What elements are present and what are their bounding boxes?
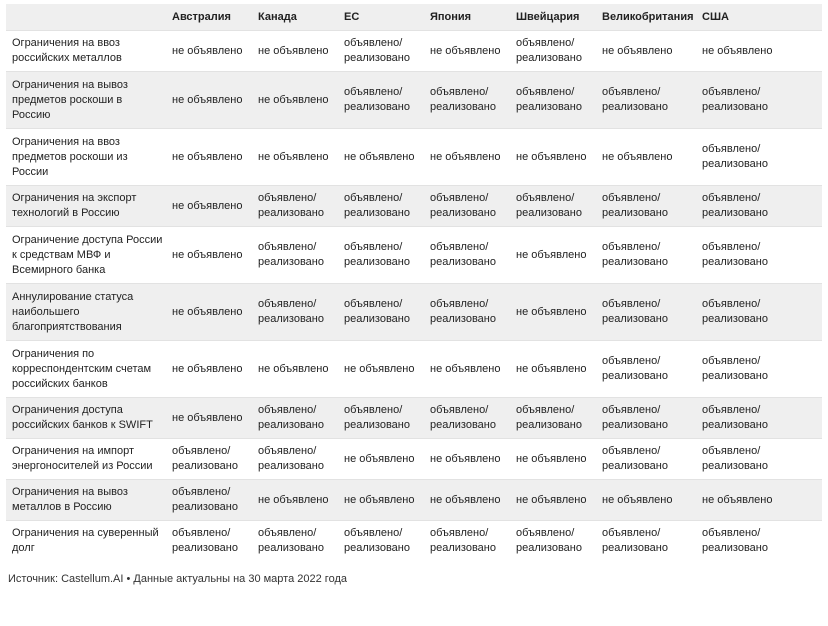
sanctions-table	[6, 4, 822, 562]
status-cell: объявлено/ реализовано	[702, 86, 768, 113]
table-row	[6, 31, 822, 72]
status-cell: объявлено/ реализовано	[344, 86, 410, 113]
status-cell: объявлено/ реализовано	[258, 445, 324, 472]
status-cell: объявлено/ реализовано	[430, 404, 496, 431]
status-cell: не объявлено	[430, 44, 501, 57]
status-cell: объявлено/ реализовано	[702, 527, 768, 555]
status-cell: объявлено/ реализовано	[344, 192, 410, 219]
status-cell: объявлено/ реализовано	[258, 192, 324, 219]
status-cell: не объявлено	[172, 248, 243, 261]
status-cell: не объявлено	[430, 493, 501, 506]
status-cell: не объявлено	[258, 493, 329, 506]
row-label: Ограничения на вывоз металлов в Россию	[12, 486, 128, 513]
status-cell: не объявлено	[430, 150, 501, 163]
row-label: Ограничения на суверенный долг	[12, 527, 159, 555]
column-header-japan: Япония	[430, 10, 472, 23]
column-header-uk: Великобритания	[602, 10, 694, 23]
status-cell: не объявлено	[430, 362, 501, 375]
status-cell: объявлено/ реализовано	[344, 527, 410, 555]
table-row	[6, 439, 822, 480]
status-cell: не объявлено	[602, 150, 673, 163]
status-cell: объявлено/ реализовано	[702, 298, 768, 325]
status-cell: не объявлено	[258, 93, 329, 106]
status-cell: объявлено/ реализовано	[602, 241, 668, 268]
status-cell: объявлено/ реализовано	[602, 355, 668, 382]
column-header	[6, 4, 167, 31]
row-label: Ограничения на экспорт технологий в Россию	[12, 192, 137, 219]
status-cell: не объявлено	[516, 452, 587, 465]
status-cell: объявлено/ реализовано	[430, 86, 496, 113]
status-cell: объявлено/ реализовано	[172, 486, 238, 513]
status-cell: не объявлено	[172, 44, 243, 57]
status-cell: объявлено/ реализовано	[258, 298, 324, 325]
row-label: Ограничения по корреспондентским счетам российских банков	[12, 347, 152, 390]
status-cell: не объявлено	[172, 411, 243, 424]
row-label: Ограничения доступа российских банков к SWIFT	[12, 404, 153, 431]
status-cell: не объявлено	[516, 248, 587, 261]
status-cell: не объявлено	[702, 493, 773, 506]
status-cell: объявлено/ реализовано	[258, 404, 324, 431]
table-row	[6, 129, 822, 186]
status-cell: не объявлено	[602, 44, 673, 57]
status-cell: не объявлено	[516, 305, 587, 318]
status-cell: объявлено/ реализовано	[516, 37, 582, 64]
status-cell: не объявлено	[702, 44, 773, 57]
status-cell: объявлено/ реализовано	[430, 298, 496, 325]
row-label: Ограничения на импорт энергоносителей из России	[12, 445, 153, 472]
status-cell: не объявлено	[516, 362, 587, 375]
status-cell: не объявлено	[344, 362, 415, 375]
table-row	[6, 227, 822, 284]
status-cell: не объявлено	[258, 44, 329, 57]
status-cell: объявлено/ реализовано	[430, 527, 496, 555]
status-cell: объявлено/ реализовано	[602, 298, 668, 325]
status-cell: не объявлено	[172, 93, 243, 106]
row-label: Ограничения на ввоз предметов роскоши из России	[12, 135, 128, 178]
table-row	[6, 186, 822, 227]
status-cell: объявлено/ реализовано	[702, 445, 768, 472]
source-note: Источник: Castellum.AI • Данные актуальны на 30 марта 2022 года	[8, 573, 347, 585]
status-cell: объявлено/ реализовано	[516, 192, 582, 219]
status-cell: не объявлено	[172, 199, 243, 212]
status-cell: не объявлено	[344, 452, 415, 465]
status-cell: не объявлено	[516, 150, 587, 163]
row-label: Ограничение доступа России к средствам МВФ и Всемирного банка	[12, 233, 163, 276]
status-cell: объявлено/ реализовано	[602, 527, 668, 555]
table-row	[6, 521, 822, 562]
table-row	[6, 398, 822, 439]
column-header-eu: ЕС	[344, 10, 360, 23]
table-row	[6, 284, 822, 341]
status-cell: объявлено/ реализовано	[602, 86, 668, 113]
row-label: Ограничения на вывоз предметов роскоши в Россию	[12, 78, 128, 121]
row-label: Ограничения на ввоз российских металлов	[12, 37, 122, 64]
status-cell: объявлено/ реализовано	[516, 527, 582, 555]
table-body	[6, 31, 822, 562]
table-row	[6, 480, 822, 521]
status-cell: не объявлено	[430, 452, 501, 465]
status-cell: не объявлено	[344, 493, 415, 506]
status-cell: не объявлено	[258, 362, 329, 375]
status-cell: объявлено/ реализовано	[702, 404, 768, 431]
status-cell: не объявлено	[516, 493, 587, 506]
column-header-australia: Австралия	[172, 10, 231, 23]
column-header-usa: США	[702, 10, 729, 23]
status-cell: объявлено/ реализовано	[172, 527, 238, 555]
table-row	[6, 341, 822, 398]
status-cell: не объявлено	[172, 150, 243, 163]
status-cell: объявлено/ реализовано	[344, 298, 410, 325]
status-cell: не объявлено	[172, 305, 243, 318]
status-cell: объявлено/ реализовано	[172, 445, 238, 472]
status-cell: не объявлено	[258, 150, 329, 163]
status-cell: не объявлено	[172, 362, 243, 375]
column-header-canada: Канада	[258, 10, 297, 23]
status-cell: объявлено/ реализовано	[602, 445, 668, 472]
status-cell: объявлено/ реализовано	[344, 404, 410, 431]
status-cell: объявлено/ реализовано	[430, 241, 496, 268]
status-cell: объявлено/ реализовано	[430, 192, 496, 219]
status-cell: не объявлено	[602, 493, 673, 506]
status-cell: объявлено/ реализовано	[702, 355, 768, 382]
status-cell: объявлено/ реализовано	[702, 241, 768, 268]
status-cell: не объявлено	[344, 150, 415, 163]
status-cell: объявлено/ реализовано	[602, 192, 668, 219]
column-header-switzerland: Швейцария	[516, 10, 580, 23]
status-cell: объявлено/ реализовано	[516, 404, 582, 431]
row-label: Аннулирование статуса наибольшего благоприятствования	[12, 290, 134, 333]
status-cell: объявлено/ реализовано	[344, 241, 410, 268]
table-row	[6, 72, 822, 129]
status-cell: объявлено/ реализовано	[258, 241, 324, 268]
status-cell: объявлено/ реализовано	[258, 527, 324, 555]
status-cell: объявлено/ реализовано	[702, 143, 768, 170]
status-cell: объявлено/ реализовано	[602, 404, 668, 431]
status-cell: объявлено/ реализовано	[344, 37, 410, 64]
status-cell: объявлено/ реализовано	[702, 192, 768, 219]
table-header-row	[6, 4, 822, 31]
status-cell: объявлено/ реализовано	[516, 86, 582, 113]
